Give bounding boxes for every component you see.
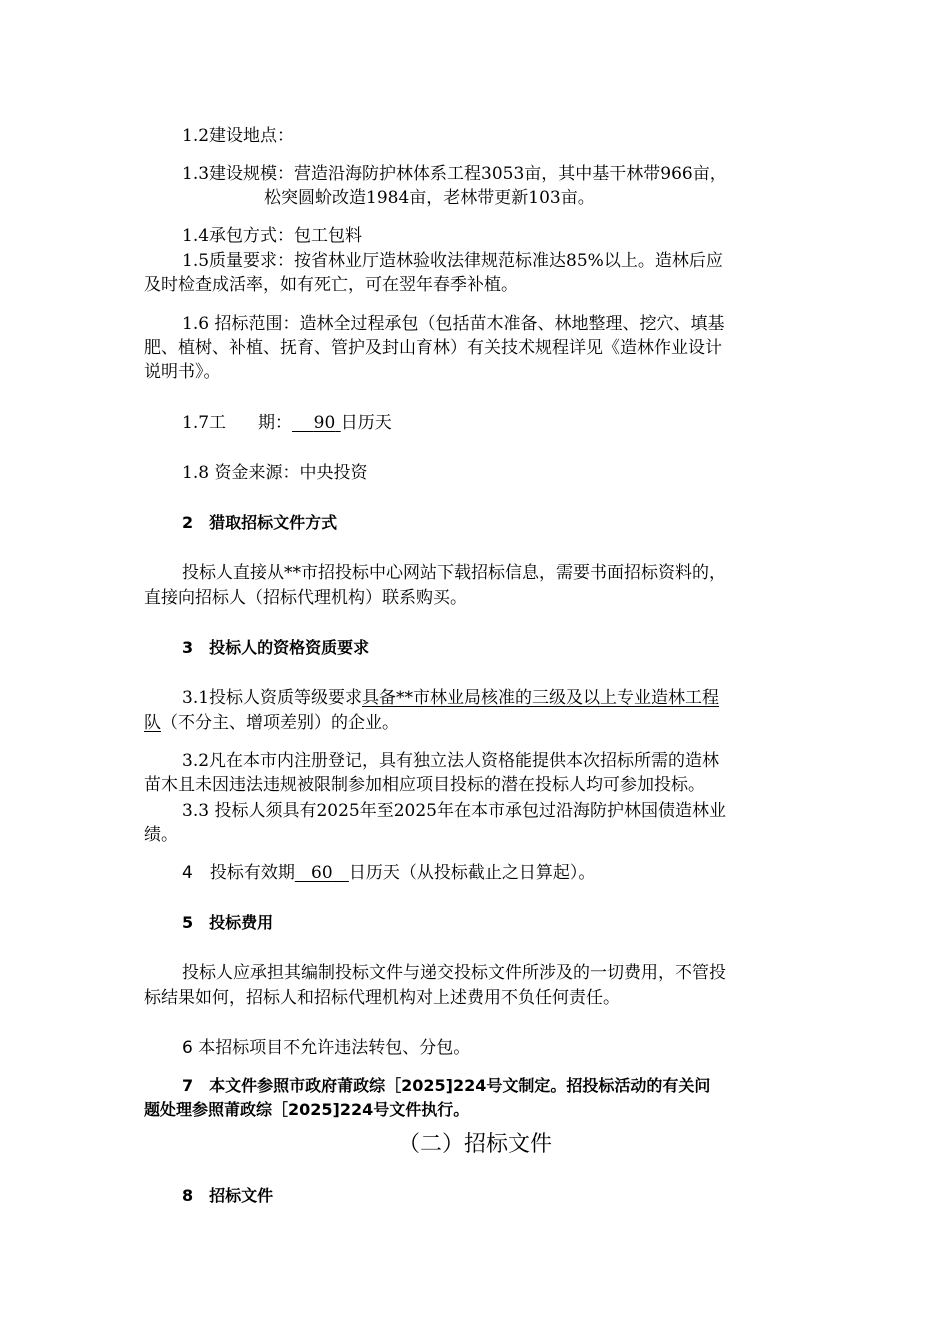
para-2-line1: 投标人直接从**市招投标中心网站下载招标信息，需要书面招标资料的， — [182, 563, 726, 583]
item-3-2-line1: 3.2凡在本市内注册登记，具有独立法人资格能提供本次招标所需的造林 — [182, 751, 720, 771]
item-3-1-line1 — [144, 686, 846, 710]
item-1-5-line2: 及时检查成活率，如有死亡，可在翌年春季补植。 — [144, 275, 518, 295]
item-1-8: 1.8 资金来源：中央投资 — [182, 463, 368, 483]
para-5-line1: 投标人应承担其编制投标文件与递交投标文件所涉及的一切费用，不管投 — [182, 963, 726, 983]
item-3-3-line1: 3.3 投标人须具有2025年至2025年在本市承包过沿海防护林国债造林业 — [182, 801, 726, 821]
item-6: 6 本招标项目不允许违法转包、分包。 — [182, 1038, 471, 1058]
item-4-suffix: 日历天（从投标截止之日算起）。 — [348, 863, 596, 883]
item-3-1-suffix: （不分主、增项差别）的企业。 — [161, 713, 399, 733]
item-1-2: 1.2建设地点： — [182, 126, 295, 146]
item-4-value: 60 — [311, 863, 333, 883]
item-1-7-unit: 日历天 — [340, 413, 392, 433]
heading-5: 5 投标费用 — [182, 913, 274, 932]
item-1-7-label: 1.7工 — [182, 413, 227, 433]
item-7-line2: 题处理参照莆政综［2025]224号文件执行。 — [144, 1100, 470, 1119]
item-7-line1: 7 本文件参照市政府莆政综［2025]224号文制定。招投标活动的有关问 — [182, 1076, 711, 1095]
item-3-2-line2: 苗木且未因违法违规被限制参加相应项目投标的潜在投标人均可参加投标。 — [144, 775, 705, 795]
item-1-3-line1: 1.3建设规模：营造沿海防护林体系工程3053亩，其中基干林带966亩， — [182, 164, 727, 184]
item-1-7 — [144, 411, 846, 435]
item-3-1-underlined: 具备**市林业局核准的三级及以上专业造林工程 — [362, 688, 720, 708]
item-1-7-label2: 期： — [258, 413, 293, 433]
item-1-6-line2: 肥、植树、补植、抚育、管护及封山育林）有关技术规程详见《造林作业设计 — [144, 338, 722, 358]
para-2-line2: 直接向招标人（招标代理机构）联系购买。 — [144, 588, 467, 608]
item-4 — [144, 861, 846, 885]
heading-2: 2 猎取招标文件方式 — [182, 513, 338, 532]
item-3-3-line2: 绩。 — [144, 825, 178, 845]
item-1-6-line3: 说明书》。 — [144, 362, 221, 382]
section-title: （二）招标文件 — [397, 1132, 552, 1157]
item-1-6-line1: 1.6 招标范围：造林全过程承包（包括苗木准备、林地整理、挖穴、填基 — [182, 314, 725, 334]
item-3-1-prefix: 3.1投标人资质等级要求 — [182, 688, 363, 708]
para-5-line2: 标结果如何，招标人和招标代理机构对上述费用不负任何责任。 — [144, 988, 620, 1008]
item-1-5-line1: 1.5质量要求：按省林业厅造林验收法律规范标准达85%以上。造林后应 — [182, 251, 723, 271]
item-3-1-line2 — [144, 711, 808, 735]
item-1-3-line2: 松突圆蚧改造1984亩，老林带更新103亩。 — [264, 188, 595, 208]
item-3-1-underlined-2: 队 — [144, 713, 161, 733]
heading-8: 8 招标文件 — [182, 1186, 274, 1205]
item-1-4: 1.4承包方式：包工包料 — [182, 226, 363, 246]
heading-3: 3 投标人的资格资质要求 — [182, 638, 370, 657]
item-4-prefix: 4 投标有效期 — [182, 863, 295, 883]
item-1-7-value: 90 — [313, 413, 336, 433]
